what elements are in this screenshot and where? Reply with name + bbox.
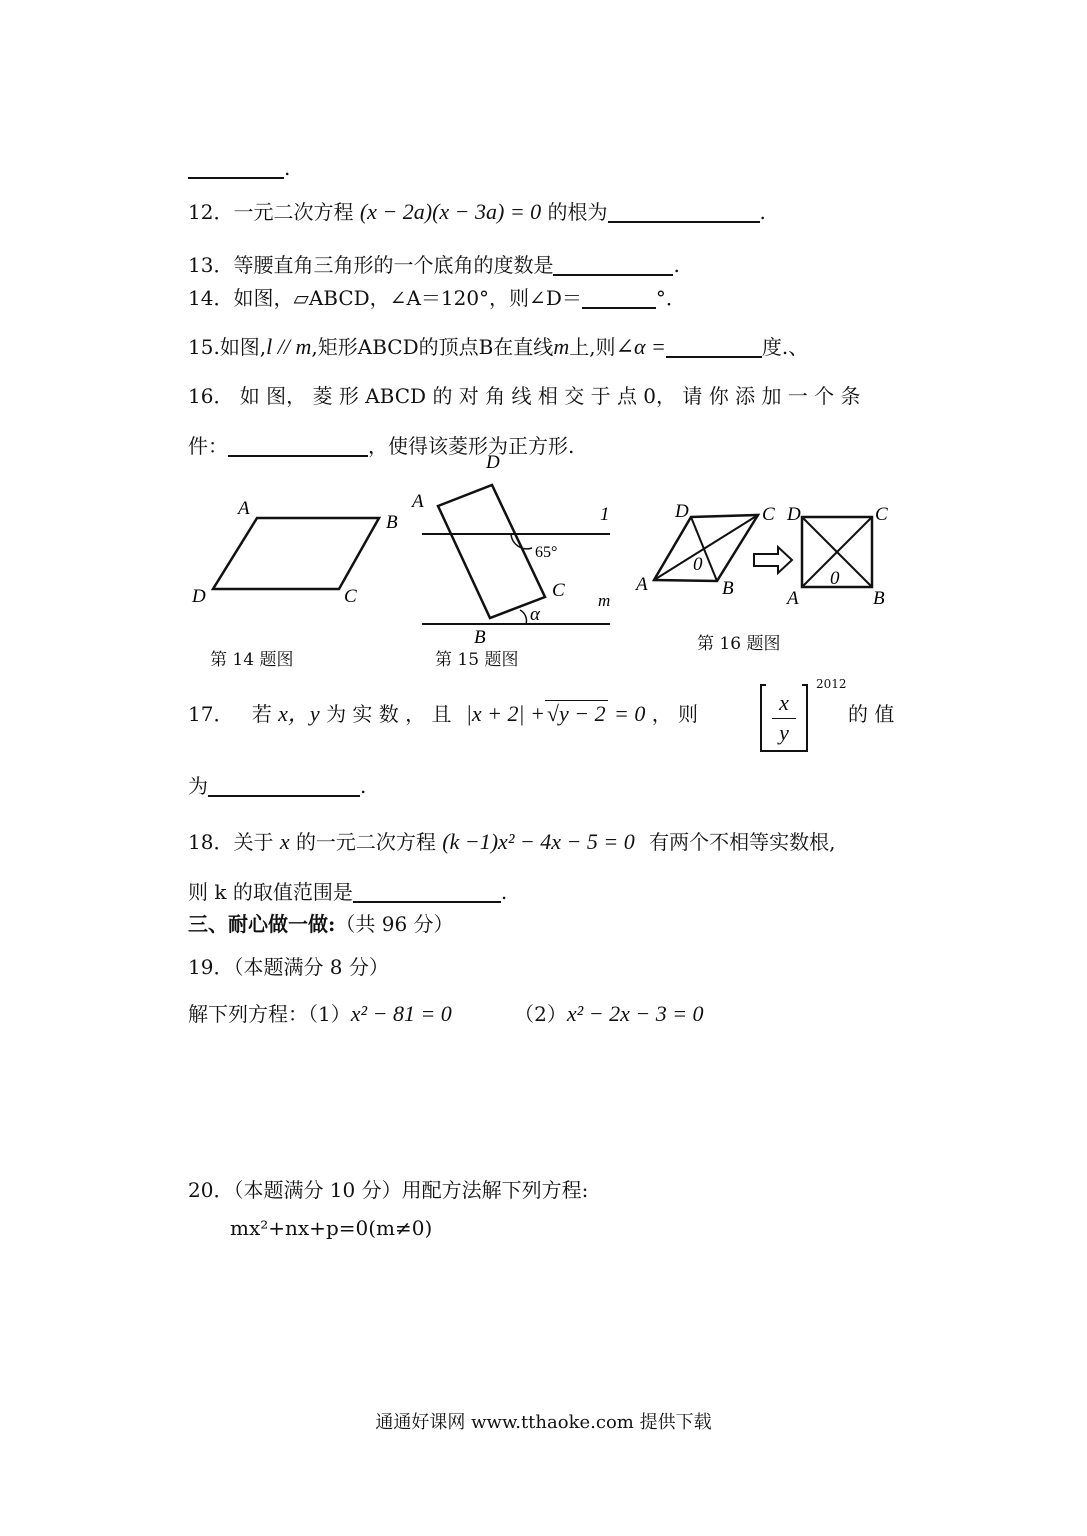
fig15-angle-65: 65° <box>535 544 558 561</box>
question-17-line1: 17． 若 x，y 为 实 数 ， 且 |x + 2| +√y − 2 = 0 ， 则 <box>188 701 699 726</box>
question-17-line2: 为 . <box>188 774 367 798</box>
section-3-heading: 三、耐心做一做:（共 96 分） <box>188 912 454 936</box>
fig16-label-C: C <box>762 504 775 525</box>
question-20-equation: mx²+nx+p=0(m≠0) <box>230 1216 433 1240</box>
figure-16 <box>634 501 888 609</box>
fig16-square-label-A: A <box>787 588 799 609</box>
fig15-label-alpha: α <box>530 604 540 625</box>
fig16-arrow-icon <box>754 547 792 573</box>
q17-blank <box>208 775 360 797</box>
page-footer: 通通好课网 www.tthaoke.com 提供下载 <box>375 1412 712 1433</box>
question-14: 14．如图，▱ABCD，∠A＝120°，则∠D＝ °． <box>188 286 686 310</box>
fig16-square-label-C: C <box>875 504 888 525</box>
question-18-line1: 18．关于 x 的一元二次方程 (k −1)x² − 4x − 5 = 0 有两个不相等实数根, <box>188 829 836 854</box>
fig16-square-label-O: 0 <box>830 568 840 589</box>
fig16-label-D: D <box>675 501 689 522</box>
fig15-label-D: D <box>486 452 500 473</box>
question-18-line2: 则 k 的取值范围是 . <box>188 880 508 904</box>
fig15-angle-arc-alpha <box>520 610 526 624</box>
fig14-label-C: C <box>344 586 357 607</box>
figures-svg <box>0 0 1087 700</box>
fig15-label-C: C <box>552 580 565 601</box>
q11-answer-line: . <box>188 154 290 182</box>
q17-sqrt: √y − 2 <box>546 701 606 726</box>
fig15-label-A: A <box>412 491 424 512</box>
fig14-label-A: A <box>238 498 250 519</box>
q18-blank <box>353 881 501 903</box>
fig15-label-B: B <box>474 627 486 648</box>
q17-frac-num: x <box>779 690 789 715</box>
figure-15 <box>410 452 610 648</box>
question-16-line2: 件： ，使得该菱形为正方形. <box>188 434 575 458</box>
fig14-label-B: B <box>386 512 398 533</box>
fig15-rectangle <box>438 485 545 618</box>
fig16-square-label-B: B <box>873 588 885 609</box>
fig15-label-l: 1 <box>600 504 610 525</box>
fig15-caption: 第 15 题图 <box>435 650 519 670</box>
question-16-line1: 16． 如 图， 菱 形 ABCD 的 对 角 线 相 交 于 点 0， 请 你 添 加 一 个 条 <box>188 384 861 408</box>
figure-14 <box>191 498 398 607</box>
question-19-title: 19．（本题满分 8 分） <box>188 955 389 979</box>
fig16-caption: 第 16 题图 <box>697 634 781 654</box>
fig16-rhombus-diagonal-AC <box>654 515 758 580</box>
question-15: 15.如图,l // m,矩形ABCD的顶点B在直线m上,则∠α = 度.、 <box>188 334 809 359</box>
question-19-equations: 解下列方程：（1）x² − 81 = 0 （2）x² − 2x − 3 = 0 <box>188 1001 704 1026</box>
question-13: 13．等腰直角三角形的一个底角的度数是 . <box>188 253 680 277</box>
fig14-caption: 第 14 题图 <box>210 650 294 670</box>
q17-bracket <box>760 684 808 752</box>
q17-frac-den: y <box>779 720 789 745</box>
fig16-square-label-D: D <box>787 504 801 525</box>
q17-frac-bar <box>772 718 796 719</box>
fig15-label-m: m <box>598 591 611 610</box>
fig14-parallelogram <box>213 518 379 589</box>
q17-exponent: 2012 <box>816 677 847 691</box>
question-12: 12．一元二次方程 (x − 2a)(x − 3a) = 0 的根为 . <box>188 199 766 224</box>
fig16-label-O: 0 <box>693 554 703 575</box>
q17-tail: 的 值 <box>848 702 895 726</box>
fig16-label-B: B <box>722 578 734 599</box>
fig14-label-D: D <box>192 586 206 607</box>
fig16-label-A: A <box>636 574 648 595</box>
question-20-title: 20．（本题满分 10 分）用配方法解下列方程: <box>188 1178 589 1202</box>
